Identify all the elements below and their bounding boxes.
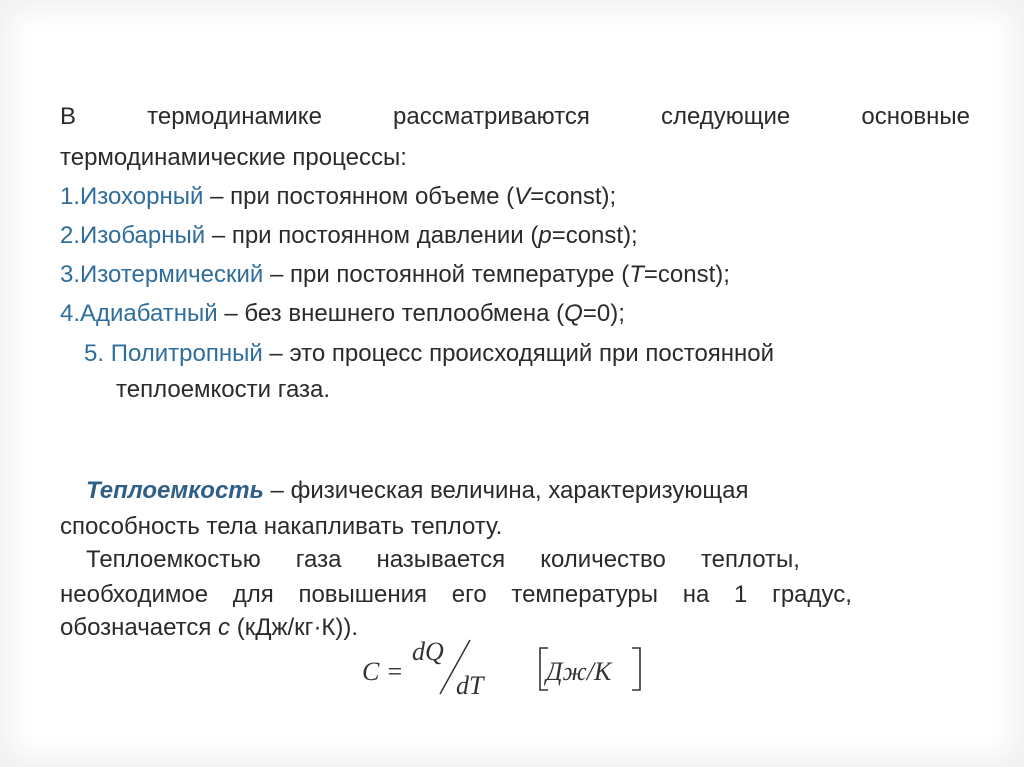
process-number: 1. xyxy=(60,183,81,210)
process-name: Изохорный xyxy=(80,183,204,210)
intro-word: основные xyxy=(861,103,970,130)
right-bracket xyxy=(632,648,640,690)
process-item-5-continuation: теплоемкости газа. xyxy=(116,376,331,403)
intro-word: следующие xyxy=(660,103,791,130)
word: теплоты, xyxy=(700,546,800,573)
process-name: Изотермический xyxy=(80,261,264,288)
process-var: V xyxy=(514,183,531,210)
process-number: 2. xyxy=(60,222,81,249)
intro-word: термодинамике xyxy=(147,103,322,130)
process-item-3 xyxy=(60,260,970,290)
heat-capacity-def-line-2: способность тела накапливать теплоту. xyxy=(60,513,503,540)
process-desc: – при постоянной температуре ( xyxy=(263,261,630,288)
process-tail: =const); xyxy=(530,183,617,210)
heat-capacity-definition xyxy=(86,476,996,506)
process-desc: – при постоянном давлении ( xyxy=(205,222,539,249)
formula-units: Дж/К xyxy=(546,657,612,686)
word: Теплоемкостью xyxy=(86,546,261,573)
word: на xyxy=(682,581,710,608)
word: его xyxy=(451,581,487,608)
process-number: 5. xyxy=(84,340,111,367)
gas-heat-capacity-line-1 xyxy=(86,545,800,575)
intro-word: В xyxy=(60,103,77,130)
process-item-2 xyxy=(60,221,970,251)
process-name: Изобарный xyxy=(80,222,206,249)
formula-denominator: dT xyxy=(456,671,484,700)
process-number: 3. xyxy=(60,261,81,288)
symbol-c: c xyxy=(218,614,231,641)
process-name: Адиабатный xyxy=(80,300,218,327)
word: количество xyxy=(540,546,666,573)
word: называется xyxy=(376,546,506,573)
word: температуры xyxy=(511,581,659,608)
word: необходимое xyxy=(60,581,209,608)
process-desc: – без внешнего теплообмена ( xyxy=(217,300,565,327)
process-tail: =const); xyxy=(643,261,730,288)
process-item-5 xyxy=(84,339,994,369)
formula-lhs: C = xyxy=(362,657,404,686)
formula-numerator: dQ xyxy=(412,637,444,666)
gas-heat-capacity-line-2 xyxy=(60,580,852,610)
process-var: Q xyxy=(564,300,583,327)
process-tail: =const); xyxy=(551,222,638,249)
process-tail: =0); xyxy=(582,300,625,327)
text: (кДж/кг·К)). xyxy=(230,614,359,641)
word: для xyxy=(232,581,274,608)
process-desc: – это процесс происходящий при постоянной xyxy=(262,340,775,367)
word: градус, xyxy=(772,581,852,608)
word: газа xyxy=(295,546,342,573)
text: обозначается xyxy=(60,614,219,641)
word: повышения xyxy=(298,581,428,608)
process-item-1 xyxy=(60,182,970,212)
process-var: T xyxy=(629,261,644,288)
process-number: 4. xyxy=(60,300,81,327)
process-var: p xyxy=(538,222,552,249)
intro-word: рассматриваются xyxy=(393,103,590,130)
heat-capacity-term: Теплоемкость xyxy=(86,477,264,504)
process-item-4 xyxy=(60,299,970,329)
heat-capacity-formula xyxy=(362,634,652,704)
process-desc: – при постоянном объеме ( xyxy=(203,183,515,210)
intro-line-1 xyxy=(60,102,970,132)
word: 1 xyxy=(734,581,748,608)
process-name: Политропный xyxy=(110,340,263,367)
heat-capacity-def: – физическая величина, характеризующая xyxy=(263,477,749,504)
intro-line-2: термодинамические процессы: xyxy=(60,144,407,171)
